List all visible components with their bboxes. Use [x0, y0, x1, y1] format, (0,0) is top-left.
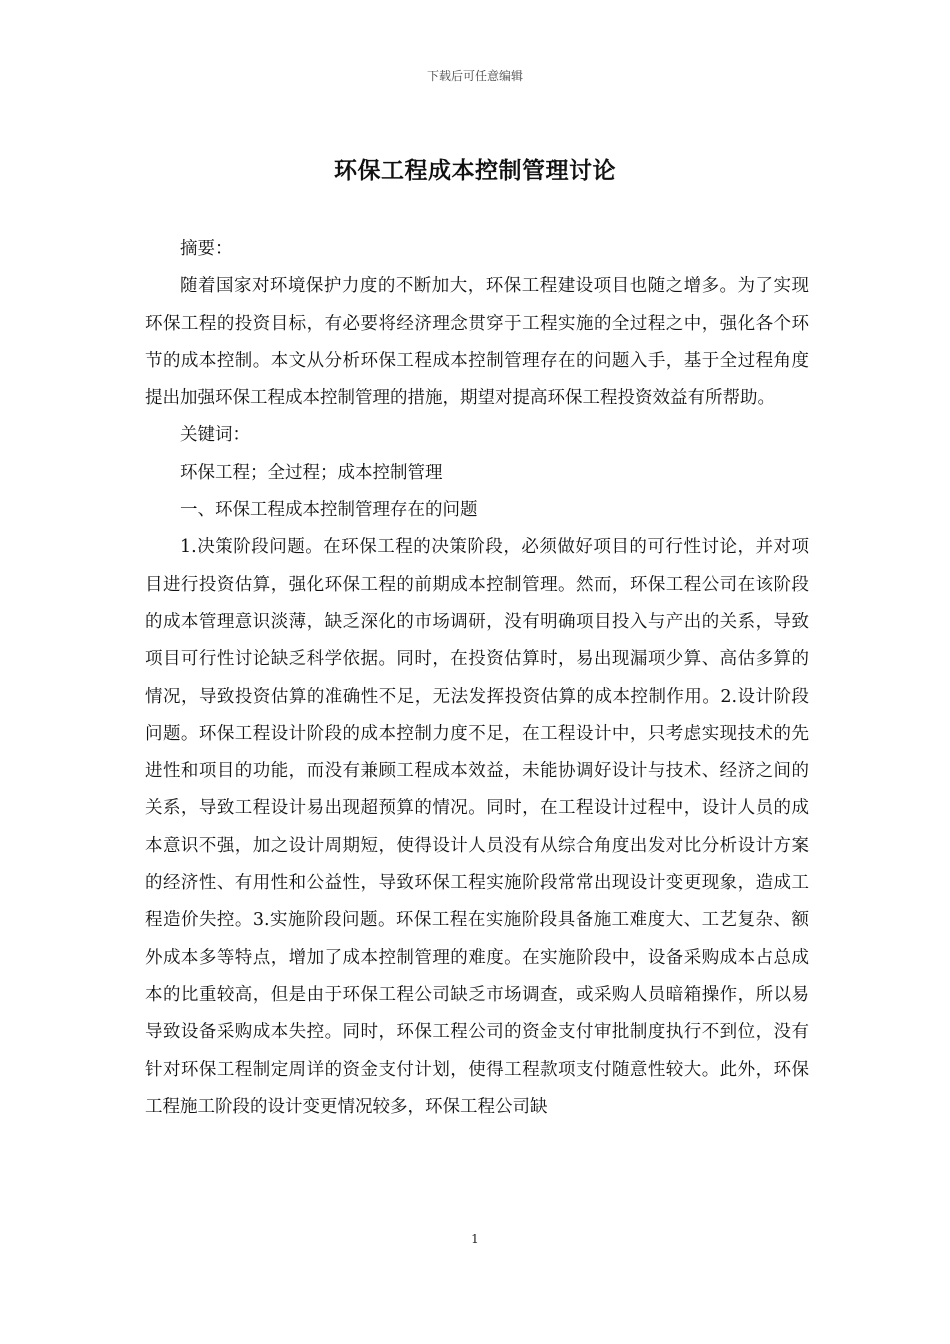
- abstract-paragraph: 随着国家对环境保护力度的不断加大，环保工程建设项目也随之增多。为了实现环保工程的投资目标，有必要将经济理念贯穿于工程实施的全过程之中，强化各个环节的成本控制。本文从分析环保工程成本控制管理存在的问题入手，基于全过程角度提出加强环保工程成本控制管理的措施，期望对提高环保工程投资效益有所帮助。: [145, 276, 809, 409]
- document-body: [145, 231, 809, 1126]
- section-paragraph: 1.决策阶段问题。在环保工程的决策阶段，必须做好项目的可行性讨论，并对项目进行投资估算，强化环保工程的前期成本控制管理。然而，环保工程公司在该阶段的成本管理意识淡薄，缺乏深化的市场调研，没有明确项目投入与产出的关系，导致项目可行性讨论缺乏科学依据。同时，在投资估算时，易出现漏项少算、高估多算的情况，导致投资估算的准确性不足，无法发挥投资估算的成本控制作用。2.设计阶段问题。环保工程设计阶段的成本控制力度不足，在工程设计中，只考虑实现技术的先进性和项目的功能，而没有兼顾工程成本效益，未能协调好设计与技术、经济之间的关系，导致工程设计易出现超预算的情况。同时，在工程设计过程中，设计人员的成本意识不强，加之设计周期短，使得设计人员没有从综合角度出发对比分析设计方案的经济性、有用性和公益性，导致环保工程实施阶段常常出现设计变更现象，造成工程造价失控。3.实施阶段问题。环保工程在实施阶段具备施工难度大、工艺复杂、额外成本多等特点，增加了成本控制管理的难度。在实施阶段中，设备采购成本占总成本的比重较高，但是由于环保工程公司缺乏市场调查，或采购人员暗箱操作，所以易导致设备采购成本失控。同时，环保工程公司的资金支付审批制度执行不到位，没有针对环保工程制定周详的资金支付计划，使得工程款项支付随意性较大。此外，环保工程施工阶段的设计变更情况较多，环保工程公司缺: [145, 537, 809, 1117]
- keywords-paragraph: 环保工程；全过程；成本控制管理: [180, 462, 443, 483]
- keywords-label: 关键词：: [180, 425, 250, 446]
- section-heading: 一、环保工程成本控制管理存在的问题: [180, 500, 478, 521]
- abstract-label: 摘要：: [180, 239, 233, 259]
- page-number: 1: [471, 1232, 479, 1246]
- header-note: 下载后可任意编辑: [426, 69, 523, 83]
- document-title: 环保工程成本控制管理讨论: [334, 157, 616, 184]
